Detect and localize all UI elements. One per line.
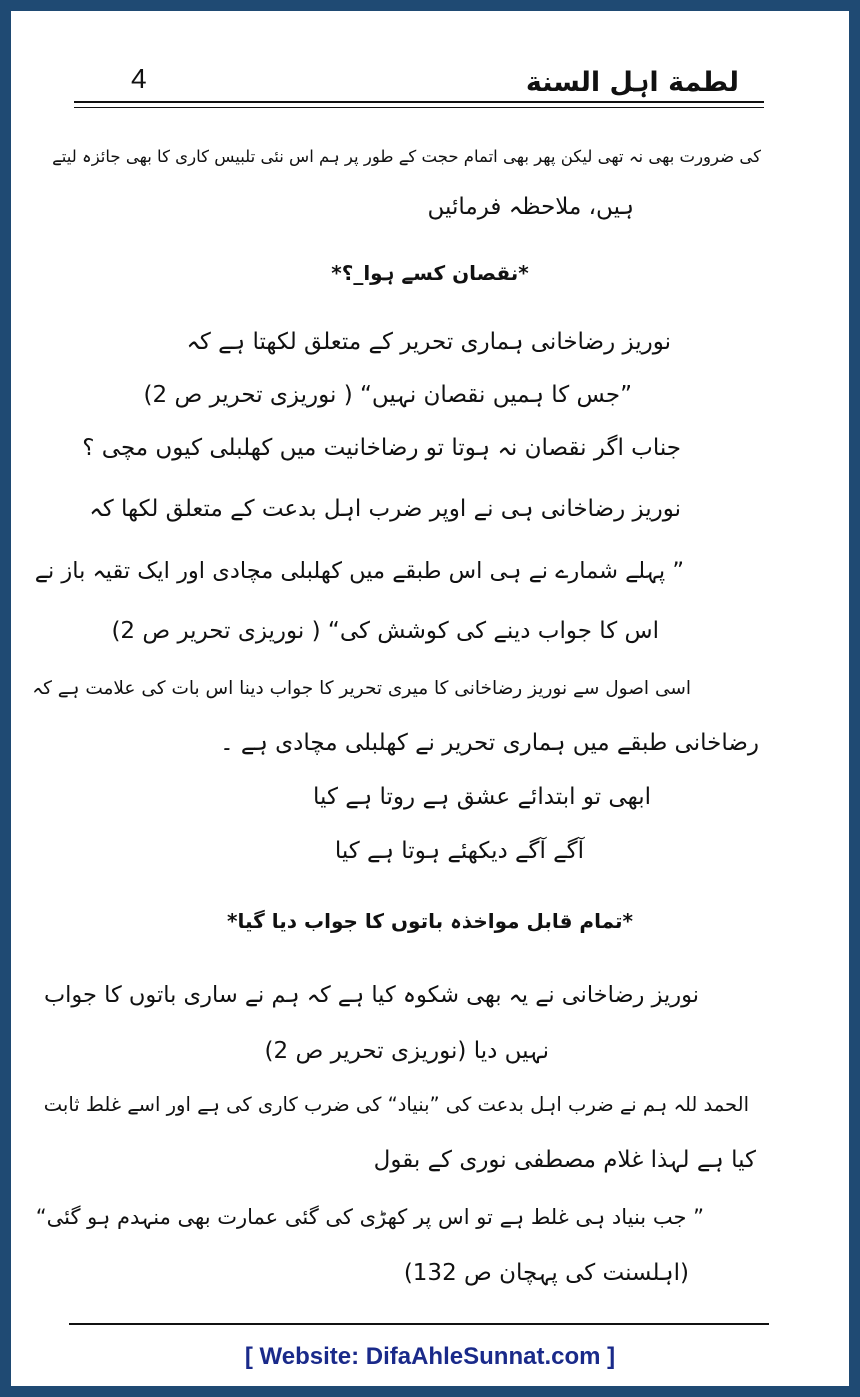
section1-line-1: نوریز رضاخانی ہماری تحریر کے متعلق لکھتا ہے کہ xyxy=(186,329,671,355)
section2-line-3: الحمد للہ ہم نے ضرب اہل بدعت کی ”بنیاد“ کی ضرب کاری کی ہے اور اسے غلط ثابت xyxy=(43,1093,749,1116)
poem-line-2: آگے آگے دیکھئے ہوتا ہے کیا xyxy=(334,838,584,864)
section1-line-7: اسی اصول سے نوریز رضاخانی کا میری تحریر کا جواب دینا اس بات کی علامت ہے کہ xyxy=(32,678,691,699)
section1-line-2: ”جس کا ہمیں نقصان نہیں“ ( نوریزی تحریر ص 2) xyxy=(143,382,632,408)
header-rule-thin xyxy=(74,107,764,108)
section1-line-5: ” پہلے شمارے نے ہی اس طبقے میں کھلبلی مچادی اور ایک تقیہ باز نے xyxy=(34,558,684,584)
section2-line-1: نوریز رضاخانی نے یہ بھی شکوہ کیا ہے کہ ہم نے ساری باتوں کا جواب xyxy=(44,982,699,1008)
section1-line-6: اس کا جواب دینے کی کوشش کی“ ( نوریزی تحریر ص 2) xyxy=(111,618,659,644)
section2-line-6: (اہلسنت کی پہچان ص 132) xyxy=(403,1260,689,1286)
heading-nuqsan: *نقصان کسے ہوا_؟* xyxy=(331,261,529,285)
intro-line-1: کی ضرورت بھی نہ تھی لیکن پھر بھی اتمام حجت کے طور پر ہم اس نئی تلبیس کاری کا بھی جائزہ لیتے xyxy=(52,147,761,166)
section1-line-3: جناب اگر نقصان نہ ہوتا تو رضاخانیت میں کھلبلی کیوں مچی ؟ xyxy=(82,435,681,461)
section1-line-4: نوریز رضاخانی ہی نے اوپر ضرب اہل بدعت کے متعلق لکھا کہ xyxy=(89,496,681,522)
website-link[interactable]: [ Website: DifaAhleSunnat.com ] xyxy=(244,1343,616,1370)
intro-line-2: ہیں، ملاحظہ فرمائیں xyxy=(427,194,634,220)
header-title: لطمة اہل السنة xyxy=(525,67,739,98)
poem-line-1: ابھی تو ابتدائے عشق ہے روتا ہے کیا xyxy=(313,784,651,810)
header-rule xyxy=(74,101,764,103)
section2-line-5: ” جب بنیاد ہی غلط ہے تو اس پر کھڑی کی گئی عمارت بھی منہدم ہو گئی“ xyxy=(35,1205,704,1229)
section2-line-4: کیا ہے لہذا غلام مصطفی نوری کے بقول xyxy=(373,1147,756,1173)
page-number: 4 xyxy=(131,63,147,94)
document-page xyxy=(11,11,849,1386)
footer-rule xyxy=(69,1323,769,1325)
heading-tamam-jawab: *تمام قابل مواخذہ باتوں کا جواب دیا گیا* xyxy=(227,909,633,933)
section1-line-8: رضاخانی طبقے میں ہماری تحریر نے کھلبلی مچادی ہے ۔ xyxy=(220,730,759,756)
section2-line-2: نہیں دیا (نوریزی تحریر ص 2) xyxy=(264,1038,549,1064)
